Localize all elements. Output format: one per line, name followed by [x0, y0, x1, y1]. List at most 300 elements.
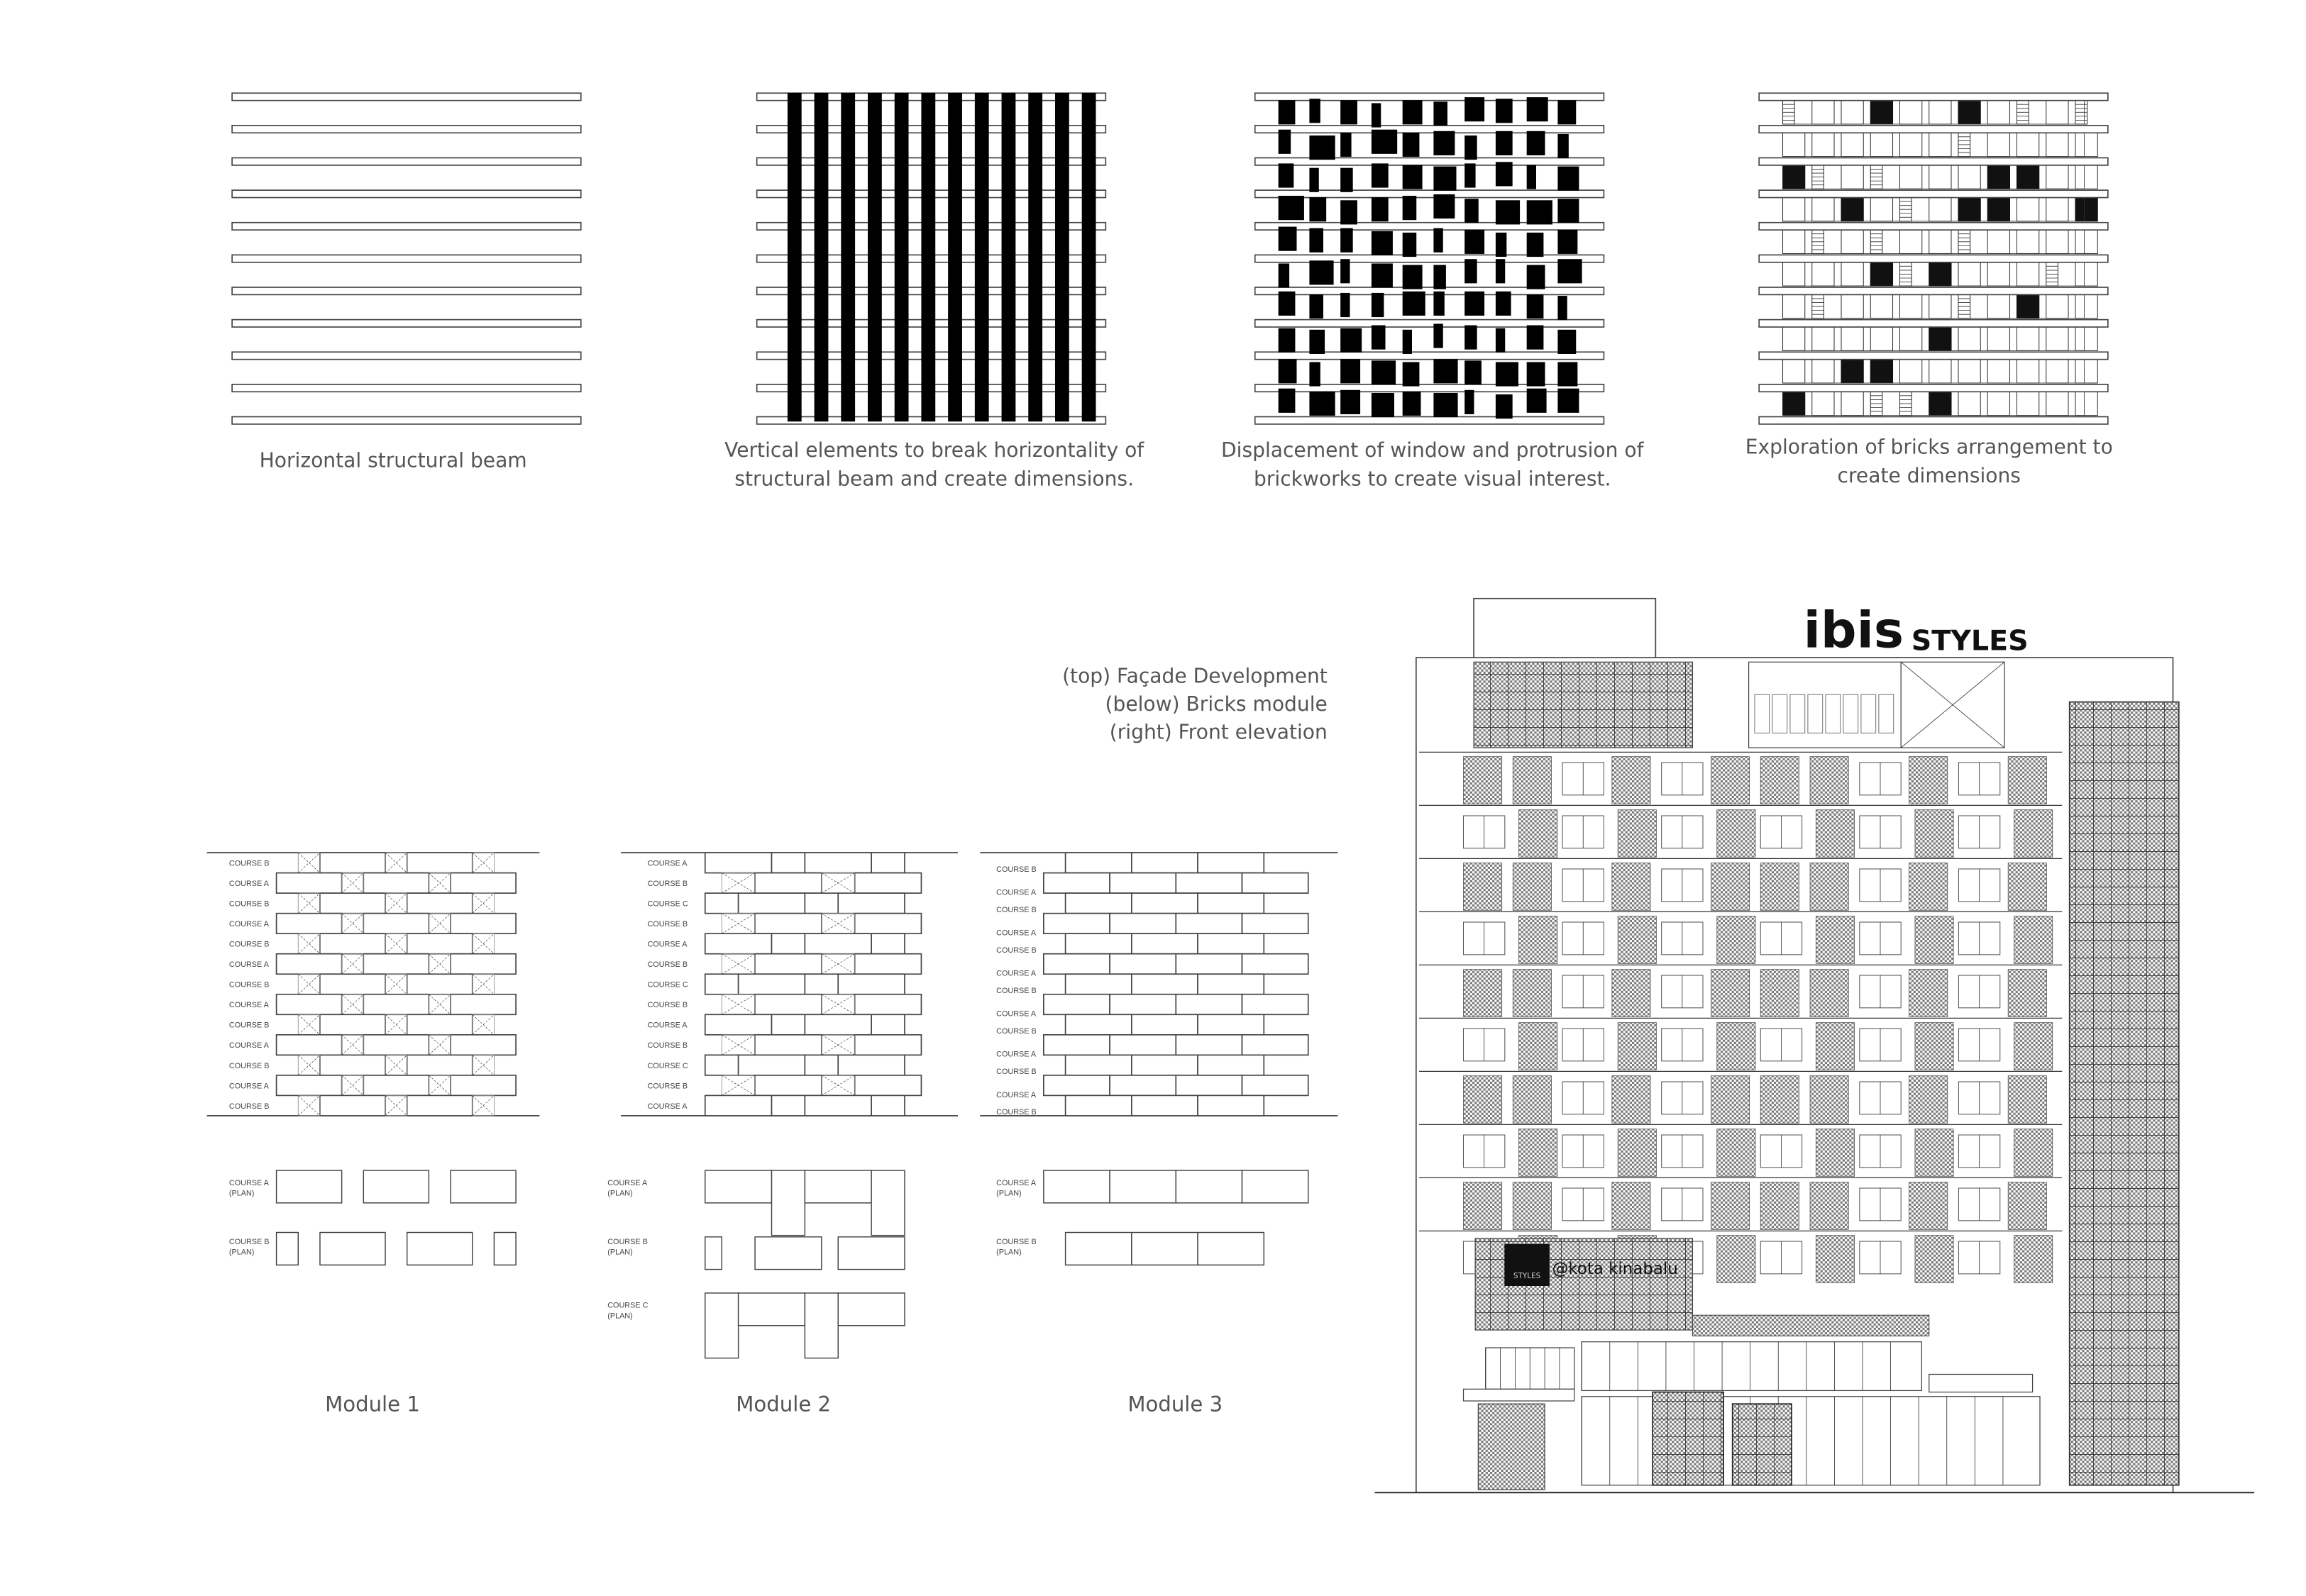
brick-panel: [1810, 1076, 1848, 1124]
plan-brick: [1044, 1170, 1110, 1203]
black-brick: [1987, 198, 2009, 221]
horizontal-beam: [1255, 320, 1604, 327]
plan-label: (PLAN): [996, 1189, 1022, 1198]
protruding-brickwork: [1465, 292, 1484, 315]
brick: [1870, 133, 1892, 156]
brick-panel: [1612, 1182, 1650, 1230]
side-tower: [2070, 702, 2179, 1485]
protruding-brickwork: [1403, 165, 1422, 189]
protruding-brickwork: [1341, 328, 1362, 352]
protruding-brickwork: [1372, 326, 1385, 349]
brick: [739, 1055, 805, 1075]
brick: [1110, 954, 1176, 975]
step-caption: Horizontal structural beam: [259, 448, 527, 472]
brick: [838, 893, 905, 914]
brick: [1132, 933, 1198, 954]
protruding-brickwork: [1279, 196, 1303, 219]
brick: [320, 933, 385, 954]
brick: [1987, 133, 2009, 156]
plan-brick: [805, 1170, 871, 1203]
brick: [2075, 392, 2097, 415]
brick: [2046, 230, 2068, 253]
horizontal-beam: [1759, 352, 2108, 359]
brick-panel: [1519, 1023, 1557, 1070]
protruding-brickwork: [1310, 330, 1325, 353]
black-brick: [1958, 101, 1980, 124]
module-title: Module 1: [325, 1392, 420, 1417]
protruding-brickwork: [1496, 394, 1512, 418]
horizontal-beam: [1759, 417, 2108, 424]
course-label: COURSE B: [228, 1102, 270, 1111]
brick-panel: [1810, 970, 1848, 1017]
brick-panel: [1612, 1076, 1650, 1124]
brick: [1929, 198, 1951, 221]
course-label: COURSE B: [996, 865, 1037, 874]
plan-brick: [320, 1233, 385, 1265]
brick-panel: [1464, 863, 1502, 911]
plan-brick: [755, 1237, 822, 1270]
brick: [755, 914, 822, 934]
brick: [451, 994, 516, 1015]
brick: [1812, 360, 1834, 383]
protruding-brickwork: [1434, 360, 1457, 383]
horizontal-beam: [1255, 352, 1604, 359]
brick: [855, 994, 922, 1015]
protruding-brickwork: [1496, 233, 1506, 256]
brick-panel: [1464, 757, 1502, 804]
brick: [705, 853, 772, 873]
brick-panel: [1612, 863, 1650, 911]
brick: [755, 954, 822, 975]
module-title: Module 2: [736, 1392, 832, 1417]
brick: [1066, 1095, 1132, 1116]
brick: [1870, 327, 1892, 350]
brick: [2017, 262, 2039, 286]
brick: [1841, 294, 1863, 318]
brick: [1066, 1014, 1132, 1035]
course-label: COURSE A: [647, 1102, 688, 1111]
vertical-element: [922, 93, 935, 421]
protruding-brickwork: [1527, 326, 1543, 349]
course-label: COURSE A: [996, 888, 1037, 897]
protruding-brickwork: [1558, 134, 1569, 157]
brick-panel: [1909, 1076, 1948, 1124]
brick: [705, 893, 739, 914]
protruding-brickwork: [1279, 130, 1291, 153]
brick-panel: [1612, 757, 1650, 804]
brick-panel: [1909, 757, 1948, 804]
plan-label: COURSE A: [228, 1178, 269, 1187]
black-brick: [1841, 198, 1863, 221]
protruding-brickwork: [1465, 135, 1477, 159]
brick: [1044, 994, 1110, 1015]
protruding-brickwork: [1465, 199, 1479, 223]
brick: [1176, 994, 1242, 1015]
brick: [1841, 101, 1863, 124]
plan-label: COURSE B: [996, 1238, 1037, 1247]
vertical-element: [842, 93, 855, 421]
brick: [407, 933, 473, 954]
brick: [277, 954, 342, 975]
brick: [363, 1035, 429, 1055]
protruding-brickwork: [1403, 330, 1412, 353]
protruding-brickwork: [1434, 393, 1457, 416]
brick: [1132, 893, 1198, 914]
brick: [805, 933, 871, 954]
brick: [2046, 101, 2068, 124]
brick-panel: [1717, 1023, 1755, 1070]
protruding-brickwork: [1310, 228, 1323, 252]
brick: [1176, 954, 1242, 975]
vertical-element: [895, 93, 908, 421]
horizontal-beam: [1255, 126, 1604, 133]
brick: [855, 873, 922, 894]
course-label: COURSE A: [228, 1041, 269, 1051]
brick: [2075, 230, 2097, 253]
brick: [1900, 165, 1922, 189]
horizontal-beam: [1759, 126, 2108, 133]
protruding-brickwork: [1372, 393, 1394, 416]
brick: [2046, 327, 2068, 350]
horizontal-beam: [1255, 158, 1604, 165]
brick-panel: [1760, 1182, 1799, 1230]
brick: [2046, 360, 2068, 383]
brick: [805, 974, 838, 994]
protruding-brickwork: [1372, 361, 1395, 384]
vertical-element: [1056, 93, 1069, 421]
horizontal-beam: [1255, 287, 1604, 294]
brick-panel: [1816, 1129, 1854, 1177]
vertical-element: [1029, 93, 1042, 421]
brick: [1900, 294, 1922, 318]
protruding-brickwork: [1372, 164, 1388, 187]
brick: [1812, 198, 1834, 221]
protruding-brickwork: [1310, 135, 1335, 159]
brick: [363, 1075, 429, 1096]
brick: [2017, 360, 2039, 383]
brick: [1841, 262, 1863, 286]
brick: [1987, 392, 2009, 415]
brick: [451, 954, 516, 975]
protruding-brickwork: [1434, 102, 1447, 126]
horizontal-beam: [1759, 93, 2108, 100]
black-brick: [1841, 360, 1863, 383]
brick-panel: [1909, 970, 1948, 1017]
course-label: COURSE B: [996, 987, 1037, 995]
brick: [2046, 198, 2068, 221]
legend-notes: [1062, 665, 1328, 744]
vertical-element: [975, 93, 988, 421]
brick-panel: [1909, 1182, 1948, 1230]
brick: [1242, 1035, 1308, 1055]
brick: [1066, 933, 1132, 954]
protruding-brickwork: [1310, 168, 1319, 192]
brick: [871, 1014, 905, 1035]
brick-panel: [1464, 1182, 1502, 1230]
brick-panel: [1915, 810, 1953, 858]
protruding-brickwork: [1310, 261, 1333, 284]
brick: [363, 873, 429, 894]
brick: [755, 873, 822, 894]
brick-panel: [1915, 1129, 1953, 1177]
plan-brick: [1110, 1170, 1176, 1203]
plan-brick: [705, 1170, 772, 1203]
brick: [1176, 1035, 1242, 1055]
protruding-brickwork: [1527, 389, 1546, 412]
brick-panel: [2014, 916, 2053, 964]
brick: [1841, 165, 1863, 189]
protruding-brickwork: [1496, 292, 1511, 315]
canopy: [1692, 1315, 1929, 1336]
protruding-brickwork: [1341, 260, 1350, 283]
protruding-brickwork: [1341, 133, 1352, 156]
horizontal-beam: [232, 320, 581, 327]
protruding-brickwork: [1465, 164, 1476, 187]
protruding-brickwork: [1372, 231, 1392, 255]
brick: [1812, 133, 1834, 156]
horizontal-beam: [1255, 417, 1604, 424]
brick: [1066, 974, 1132, 994]
black-brick: [1929, 262, 1951, 286]
vertical-element: [788, 93, 801, 421]
brick: [1198, 933, 1264, 954]
course-label: COURSE B: [647, 1001, 688, 1010]
roof-window: [1755, 694, 1770, 733]
brick-panel: [1717, 1129, 1755, 1177]
brick: [1958, 165, 1980, 189]
protruding-brickwork: [1558, 167, 1579, 190]
brick: [1900, 327, 1922, 350]
protruding-brickwork: [1372, 293, 1384, 316]
brick: [838, 1055, 905, 1075]
course-label: COURSE A: [996, 969, 1037, 978]
vertical-element: [815, 93, 828, 421]
protruding-brickwork: [1279, 164, 1293, 187]
brick: [2017, 327, 2039, 350]
brick: [1987, 101, 2009, 124]
horizontal-beam: [1255, 384, 1604, 392]
brick: [2017, 230, 2039, 253]
protruding-brickwork: [1465, 98, 1484, 121]
plan-brick: [277, 1233, 299, 1265]
brick: [277, 1075, 342, 1096]
brick-panel: [1915, 916, 1953, 964]
brick-panel: [1711, 757, 1749, 804]
protruding-brickwork: [1496, 362, 1518, 386]
brick-panel: [1519, 810, 1557, 858]
course-label: COURSE C: [647, 1061, 688, 1070]
protruding-brickwork: [1558, 199, 1579, 223]
brick: [855, 954, 922, 975]
brick: [2017, 198, 2039, 221]
protruding-brickwork: [1434, 194, 1455, 218]
brick: [1812, 262, 1834, 286]
brick: [1987, 294, 2009, 318]
brick: [1110, 1035, 1176, 1055]
plan-brick: [1198, 1233, 1264, 1265]
brick: [1242, 914, 1308, 934]
horizontal-beam: [232, 126, 581, 133]
brick: [1929, 101, 1951, 124]
vertical-element: [1002, 93, 1015, 421]
brick: [705, 1095, 772, 1116]
brick: [1198, 1095, 1264, 1116]
black-brick: [1958, 198, 1980, 221]
protruding-brickwork: [1465, 260, 1477, 283]
plan-brick: [838, 1237, 905, 1270]
facade-step-1: [232, 93, 581, 472]
brick: [320, 1055, 385, 1075]
brick: [363, 914, 429, 934]
brick-panel: [2008, 1182, 2046, 1230]
protruding-brickwork: [1558, 230, 1577, 253]
protruding-brickwork: [1341, 201, 1357, 224]
plan-brick: [739, 1293, 805, 1326]
protruding-brickwork: [1527, 201, 1552, 224]
protruding-brickwork: [1527, 165, 1536, 189]
protruding-brickwork: [1496, 99, 1512, 123]
brick-panel: [1717, 1236, 1755, 1283]
protruding-brickwork: [1279, 360, 1296, 383]
protruding-brickwork: [1434, 324, 1443, 348]
note-right: (right) Front elevation: [1109, 720, 1328, 744]
black-brick: [1929, 327, 1951, 350]
ground-floor: [1582, 1397, 2040, 1485]
protruding-brickwork: [1372, 198, 1388, 221]
brick: [407, 1055, 473, 1075]
note-top: (top) Façade Development: [1062, 664, 1328, 688]
protruding-brickwork: [1558, 362, 1577, 386]
facade-step-3: [1221, 93, 1645, 490]
note-below: (below) Bricks module: [1105, 692, 1328, 716]
brick-panel: [1618, 1129, 1656, 1177]
black-brick: [2075, 198, 2097, 221]
brick: [739, 974, 805, 994]
brick: [1783, 294, 1805, 318]
protruding-brickwork: [1434, 228, 1443, 252]
brick: [1958, 360, 1980, 383]
protruding-brickwork: [1558, 297, 1567, 320]
course-label: COURSE A: [996, 1050, 1037, 1059]
protruding-brickwork: [1527, 131, 1545, 155]
module-title: Module 3: [1127, 1392, 1223, 1417]
brick: [739, 893, 805, 914]
black-brick: [1870, 262, 1892, 286]
brick: [1198, 893, 1264, 914]
brick: [2017, 392, 2039, 415]
protruding-brickwork: [1341, 390, 1360, 414]
plan-brick: [705, 1237, 722, 1270]
protruding-brickwork: [1496, 201, 1519, 224]
black-brick: [1870, 101, 1892, 124]
course-label: COURSE A: [228, 920, 269, 929]
brick: [451, 873, 516, 894]
brick: [320, 893, 385, 914]
course-label: COURSE B: [996, 946, 1037, 955]
brick-module-3: [980, 853, 1337, 1416]
protruding-brickwork: [1558, 389, 1579, 412]
brick: [277, 873, 342, 894]
course-label: COURSE A: [228, 880, 269, 889]
brick: [1929, 230, 1951, 253]
course-label: COURSE B: [228, 1061, 270, 1070]
protruding-brickwork: [1279, 389, 1295, 412]
brick: [1812, 327, 1834, 350]
brick: [1198, 1055, 1264, 1075]
protruding-brickwork: [1434, 265, 1446, 289]
horizontal-beam: [1759, 223, 2108, 230]
course-label: COURSE B: [228, 859, 270, 868]
brand-logo-main: ibis: [1803, 600, 1904, 660]
brick: [2075, 360, 2097, 383]
brick-panel: [1513, 757, 1551, 804]
brick: [1812, 392, 1834, 415]
step-caption: Exploration of bricks arrangement to: [1745, 435, 2113, 459]
protruding-brickwork: [1403, 101, 1422, 124]
brick-panel: [1513, 1076, 1551, 1124]
course-label: COURSE C: [647, 899, 688, 909]
brick-panel: [1464, 1076, 1502, 1124]
facade-step-2: [724, 93, 1144, 490]
brick-panel: [1618, 810, 1656, 858]
plan-brick: [1066, 1233, 1132, 1265]
brick: [1900, 133, 1922, 156]
entrance-screen-1: [1653, 1392, 1723, 1485]
plan-brick: [871, 1170, 905, 1236]
brick: [1783, 360, 1805, 383]
brick: [772, 933, 805, 954]
brick: [1870, 198, 1892, 221]
brick-panel: [2014, 1023, 2053, 1070]
roof-screen: [1474, 662, 1692, 748]
protruding-brickwork: [1341, 360, 1360, 383]
brick: [2017, 133, 2039, 156]
plan-label: COURSE B: [607, 1238, 648, 1247]
brick-panel: [1519, 916, 1557, 964]
protruding-brickwork: [1403, 292, 1425, 315]
brick-panel: [1760, 970, 1799, 1017]
course-label: COURSE A: [228, 1001, 269, 1010]
brick: [320, 1014, 385, 1035]
brick-panel: [1909, 863, 1948, 911]
horizontal-beam: [232, 93, 581, 100]
vertical-element: [949, 93, 962, 421]
brick: [1783, 133, 1805, 156]
protruding-brickwork: [1310, 392, 1335, 415]
plan-brick: [451, 1170, 516, 1203]
brick-panel: [1711, 1182, 1749, 1230]
brick: [2046, 133, 2068, 156]
protruding-brickwork: [1558, 260, 1582, 283]
brick: [451, 914, 516, 934]
plan-brick: [805, 1293, 838, 1358]
brick: [755, 994, 822, 1015]
plan-brick: [772, 1170, 805, 1236]
brick: [871, 1095, 905, 1116]
brick: [2075, 133, 2097, 156]
protruding-brickwork: [1558, 330, 1576, 353]
brick: [407, 1095, 473, 1116]
plan-label: COURSE B: [228, 1238, 270, 1247]
brick: [1132, 974, 1198, 994]
plan-label: (PLAN): [228, 1189, 255, 1198]
brick-panel: [2014, 1129, 2053, 1177]
brick: [320, 853, 385, 873]
protruding-brickwork: [1341, 293, 1350, 316]
protruding-brickwork: [1310, 362, 1320, 386]
brick: [1066, 853, 1132, 873]
brick: [1987, 230, 2009, 253]
